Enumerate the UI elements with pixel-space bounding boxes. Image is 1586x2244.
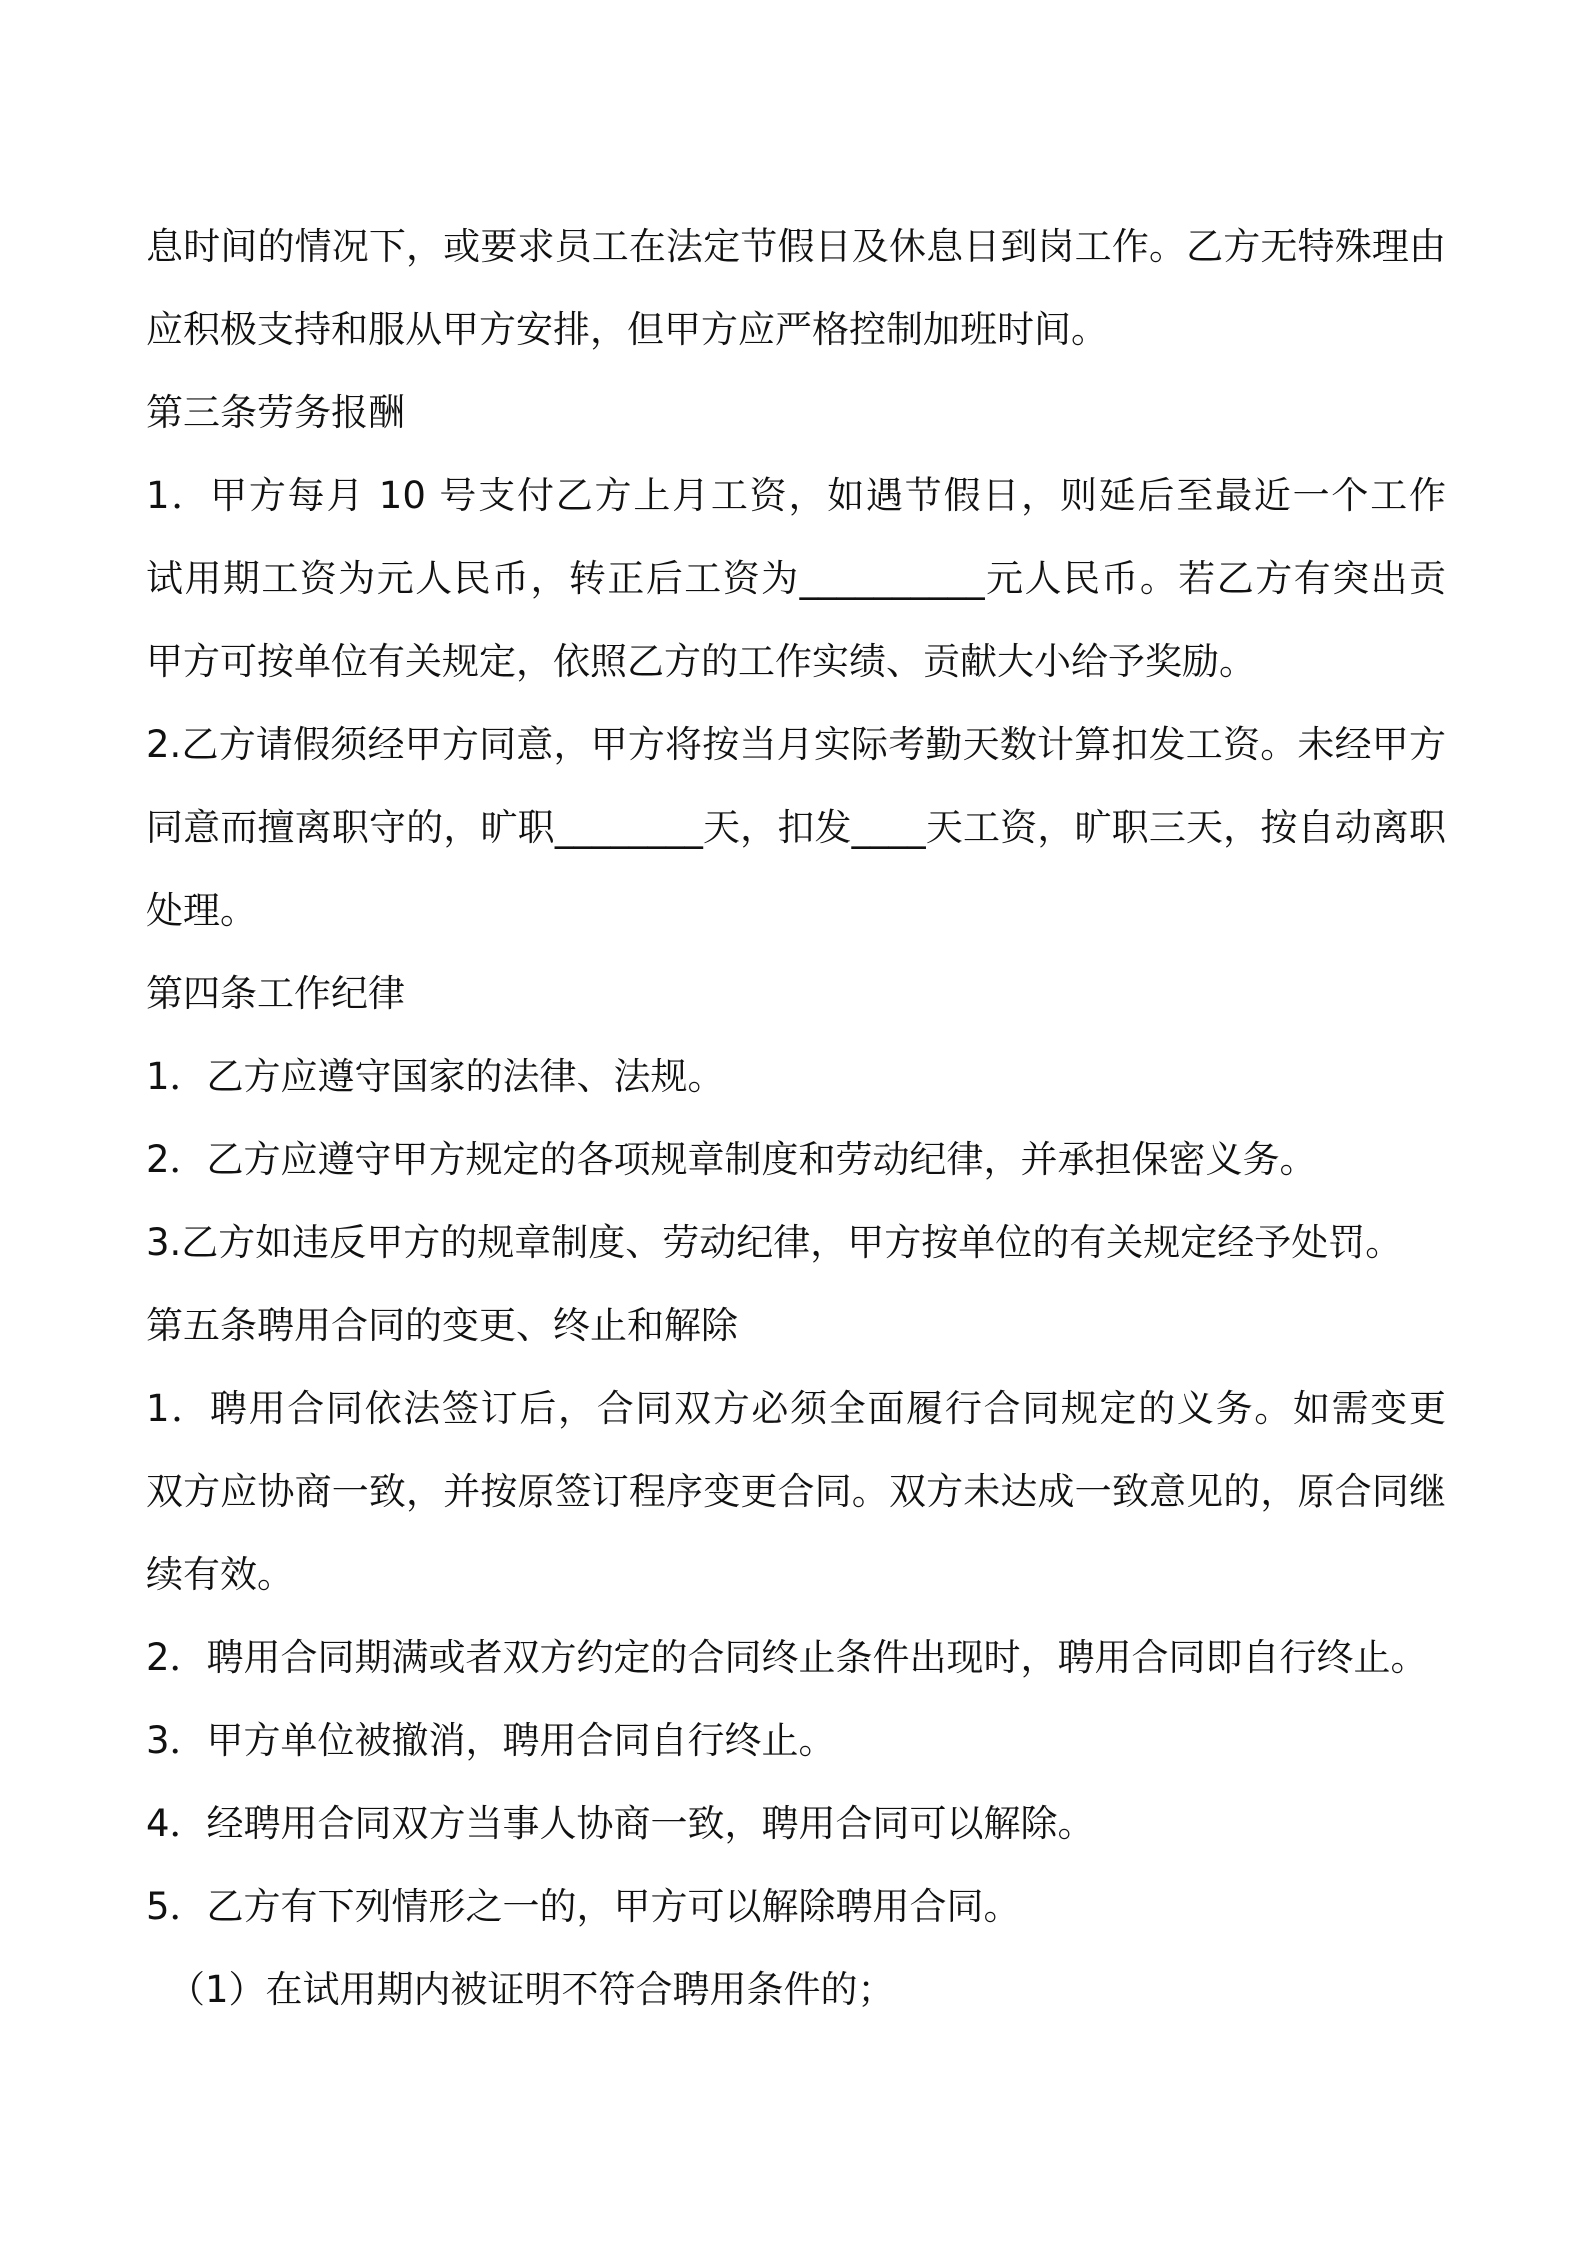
text-line: 2．聘用合同期满或者双方约定的合同终止条件出现时，聘用合同即自行终止。 xyxy=(146,1636,1428,1679)
text-line: 2.乙方请假须经甲方同意，甲方将按当月实际考勤天数计算扣发工资。未经甲方 xyxy=(146,723,1446,766)
text-line: 2．乙方应遵守甲方规定的各项规章制度和劳动纪律，并承担保密义务。 xyxy=(146,1138,1317,1181)
text-line: 同意而擅离职守的，旷职________天，扣发____天工资，旷职三天，按自动离职 xyxy=(146,806,1446,849)
document-body xyxy=(146,205,1446,2031)
text-line: 处理。 xyxy=(146,889,257,932)
text-line: 续有效。 xyxy=(146,1553,294,1596)
text-line: 1．甲方每月 10 号支付乙方上月工资，如遇节假日，则延后至最近一个工作 xyxy=(146,474,1446,517)
text-line: 4．经聘用合同双方当事人协商一致，聘用合同可以解除。 xyxy=(146,1802,1095,1845)
text-line: 第三条劳务报酬 xyxy=(146,391,405,434)
text-line: 应积极支持和服从甲方安排，但甲方应严格控制加班时间。 xyxy=(146,308,1108,351)
text-line: 试用期工资为元人民币，转正后工资为__________元人民币。若乙方有突出贡 xyxy=(146,557,1446,600)
text-line: 第五条聘用合同的变更、终止和解除 xyxy=(146,1304,738,1347)
text-line: 息时间的情况下，或要求员工在法定节假日及休息日到岗工作。乙方无特殊理由 xyxy=(146,225,1446,268)
text-line: 1．乙方应遵守国家的法律、法规。 xyxy=(146,1055,725,1098)
text-line: 3.乙方如违反甲方的规章制度、劳动纪律，甲方按单位的有关规定经予处罚。 xyxy=(146,1221,1403,1264)
text-line: 甲方可按单位有关规定，依照乙方的工作实绩、贡献大小给予奖励。 xyxy=(146,640,1256,683)
text-line: 5．乙方有下列情形之一的，甲方可以解除聘用合同。 xyxy=(146,1885,1021,1928)
text-line: 第四条工作纪律 xyxy=(146,972,405,1015)
text-line: 双方应协商一致，并按原签订程序变更合同。双方未达成一致意见的，原合同继 xyxy=(146,1470,1446,1513)
text-line: （1）在试用期内被证明不符合聘用条件的； xyxy=(168,1968,895,2011)
text-line: 3．甲方单位被撤消，聘用合同自行终止。 xyxy=(146,1719,836,1762)
text-line: 1．聘用合同依法签订后，合同双方必须全面履行合同规定的义务。如需变更 xyxy=(146,1387,1446,1430)
